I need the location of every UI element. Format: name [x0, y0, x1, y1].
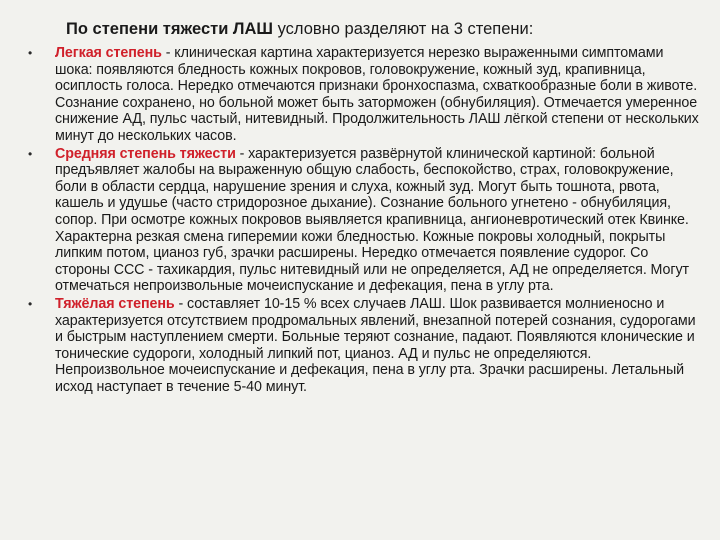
list-item-severe	[28, 296, 700, 396]
list-item-moderate	[28, 146, 700, 295]
slide-title	[66, 19, 706, 39]
description-mild: - клиническая картина характеризуется нерезко выраженными симптомами шока: появляются бледность кожных покровов, головокружение, кожный зуд, крапивница, осиплость голоса. Нередко отмечаются признаки бронхоспазма, схваткообразные боли в животе. Сознание сохранено, но больной может быть заторможен (обнубиляция). Отмечается умеренное снижение АД, пульс частый, нитевидный. Продолжительность ЛАШ лёгкой степени от нескольких минут до нескольких часов.	[55, 45, 699, 144]
term-mild: Легкая степень	[55, 45, 162, 61]
description-severe: - составляет 10-15 % всех случаев ЛАШ. Шок развивается молниеносно и характеризуется отсутствием продромальных явлений, внезапной потерей сознания, судорогами и быстрым наступлением смерти. Больные теряют сознание, падают. Появляются клонические и тонические судороги, холодный липкий пот, цианоз. АД и пульс не определяются. Непроизвольное мочеиспускание и дефекация, пена в углу рта. Зрачки расширены. Летальный исход наступает в течение 5-40 минут.	[55, 295, 696, 395]
term-severe: Тяжёлая степень	[55, 295, 175, 312]
bullet-icon: •	[28, 296, 33, 311]
description-moderate: - характеризуется развёрнутой клинической картиной: больной предъявляет жалобы на выраженную общую слабость, беспокойство, страх, головокружение, боли в области сердца, нарушение зрения и слуха, кожный зуд. Могут быть тошнота, рвота, кашель и удушье (часто стридорозное дыхание). Сознание больного угнетено - обнубиляция, сопор. При осмотре кожных покровов выявляется крапивница, ангионевротический отек Квинке. Характерна резкая смена гиперемии кожи бледностью. Кожные покровы холодный, покрыты липким потом, цианоз губ, зрачки расширены. Нередко отмечается появление судорог. Со стороны ССС - тахикардия, пульс нитевидный или не определяется, АД не определяется. Могут отмечаться непроизвольные мочеиспускание и дефекация, пена в углу рта.	[55, 145, 689, 295]
list-item-mild	[28, 45, 700, 145]
title-rest: условно разделяют на 3 степени:	[273, 20, 534, 38]
title-bold-part: По степени тяжести ЛАШ	[66, 20, 273, 38]
bullet-icon: •	[28, 46, 33, 60]
severity-list	[28, 45, 700, 396]
bullet-icon: •	[28, 146, 33, 161]
term-moderate: Средняя степень тяжести	[55, 145, 236, 162]
